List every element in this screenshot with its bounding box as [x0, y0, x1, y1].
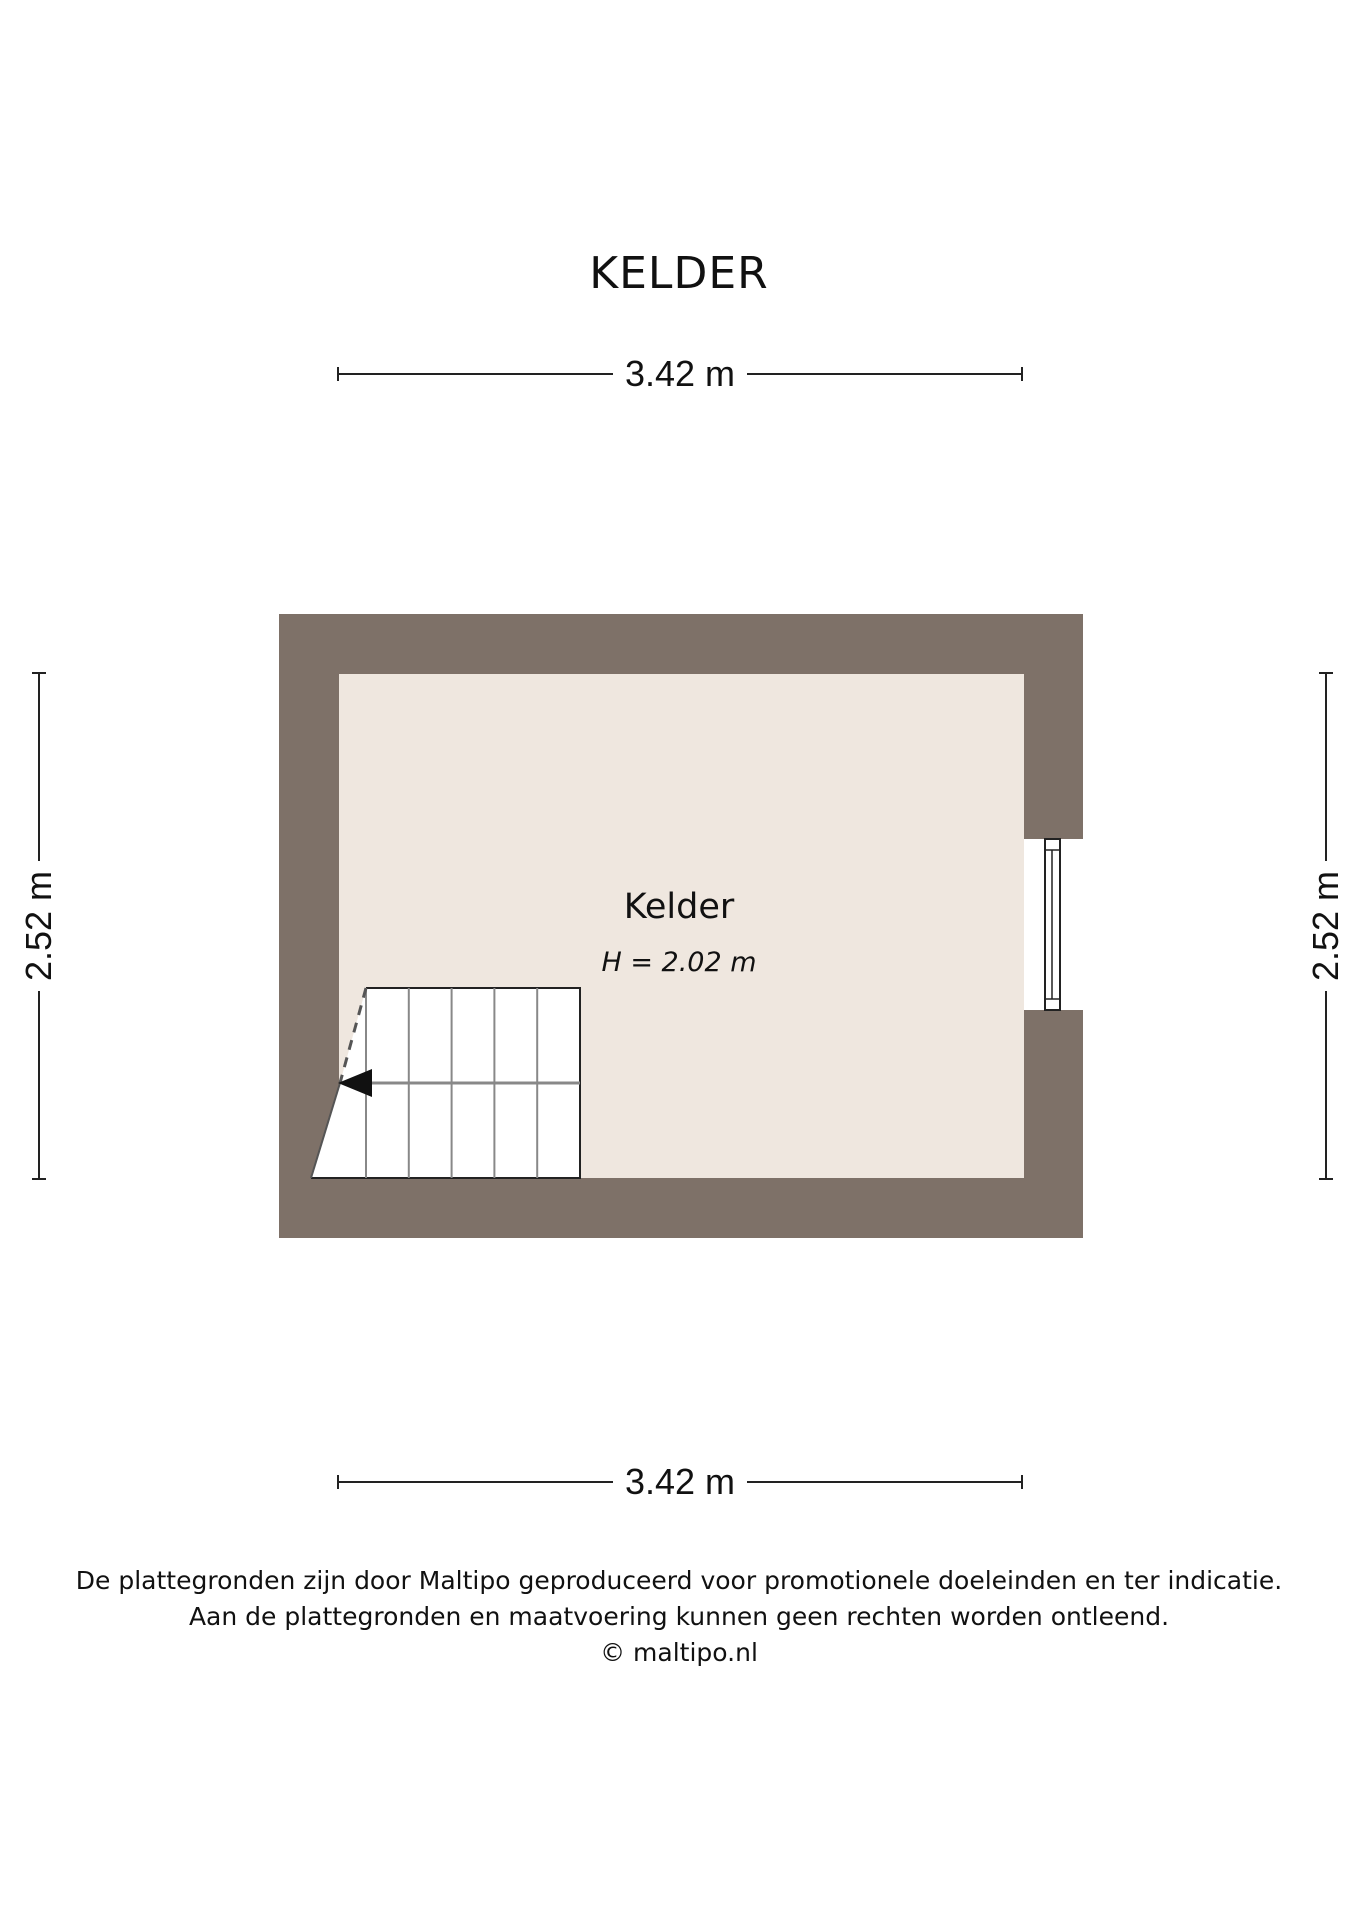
- disclaimer-line-2: Aan de plattegronden en maatvoering kunnen geen rechten worden ontleend.: [188, 1602, 1170, 1631]
- floor-title: KELDER: [589, 248, 769, 299]
- bottom-width-label: 3.42 m: [624, 1461, 736, 1502]
- top-width-label: 3.42 m: [624, 353, 736, 394]
- disclaimer-line-1: De plattegronden zijn door Maltipo geproduceerd voor promotionele doeleinden en ter indicatie.: [75, 1566, 1283, 1595]
- room-name: Kelder: [623, 887, 735, 927]
- copyright: © maltipo.nl: [600, 1638, 758, 1667]
- room-height: H = 2.02 m: [601, 947, 757, 978]
- left-height-label: 2.52 m: [18, 870, 59, 982]
- right-height-label: 2.52 m: [1305, 870, 1346, 982]
- disclaimer: [0, 1563, 1358, 1671]
